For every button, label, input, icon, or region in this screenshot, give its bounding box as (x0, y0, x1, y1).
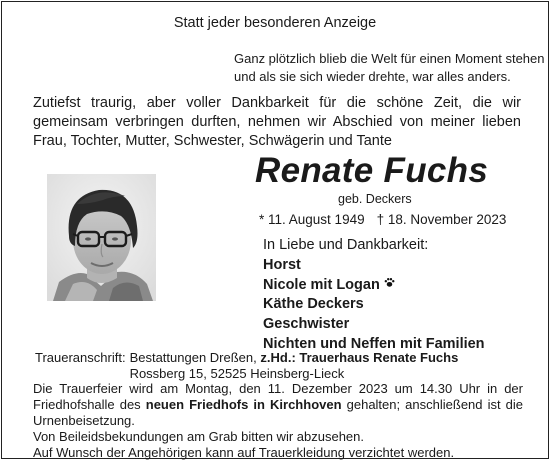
mourner-name: Nichten und Neffen mit Familien (263, 335, 485, 352)
death-date: † 18. November 2023 (376, 212, 507, 227)
address-line-2: Rossberg 15, 52525 Heinsberg-Lieck (129, 366, 345, 381)
note-clothing: Auf Wunsch der Angehörigen kann auf Trauerkleidung verzichtet werden. (33, 445, 455, 460)
paw-icon-graphic (384, 277, 395, 288)
mourner-name: Horst (263, 256, 301, 273)
deceased-name: Renate Fuchs (255, 151, 489, 190)
mourning-address (35, 350, 458, 382)
intro-text: Zutiefst traurig, aber voller Dankbarkeit für die schöne Zeit, die wir gemeinsam verbringen durften, nehmen wir Abschied von meiner lieben Frau, Tochter, Mutter, Schwester, Schwägerin und Tante (33, 95, 521, 149)
address-company: Bestattungen Dreßen, (129, 350, 257, 365)
address-table (35, 350, 458, 382)
mourners-heading: In Liebe und Dankbarkeit: (263, 237, 429, 253)
portrait-photo (47, 174, 156, 301)
birth-name: geb. Deckers (338, 192, 412, 206)
life-dates (259, 212, 506, 227)
mourner-name: Geschwister (263, 316, 350, 333)
poem (234, 50, 544, 86)
header-notice: Statt jeder besonderen Anzeige (173, 15, 377, 31)
address-label: Traueranschrift: (35, 350, 126, 365)
mourner-name: Nicole mit Logan (263, 276, 380, 293)
mourners-list (263, 236, 485, 355)
note-condolences: Von Beileidsbekundungen am Grab bitten wir abzusehen. (33, 429, 364, 444)
ceremony-text-2: gehalten; anschließend ist die Urnenbeisetzung. (33, 397, 523, 428)
mourner-name-row (263, 276, 485, 296)
ceremony-text-1: Die Trauerfeier wird am Montag, den 11. Dezember 2023 um 14.30 Uhr in der Friedhofshalle des (33, 381, 523, 412)
poem-line: und als sie sich wieder drehte, war alles anders. (234, 69, 511, 84)
address-recipient: z.Hd.: Trauerhaus Renate Fuchs (260, 350, 459, 365)
paw-icon (384, 276, 395, 296)
address-line-1 (130, 350, 459, 366)
obituary-card (1, 1, 549, 459)
ceremony-paragraph (33, 381, 523, 429)
ceremony-details (33, 381, 523, 461)
portrait-image (47, 174, 156, 301)
cemetery-name: neuen Friedhofs in Kirchhoven (145, 397, 342, 412)
poem-line: Ganz plötzlich blieb die Welt für einen Moment stehen (234, 51, 545, 66)
birth-date: * 11. August 1949 (259, 212, 365, 227)
mourner-name: Käthe Deckers (263, 296, 364, 313)
